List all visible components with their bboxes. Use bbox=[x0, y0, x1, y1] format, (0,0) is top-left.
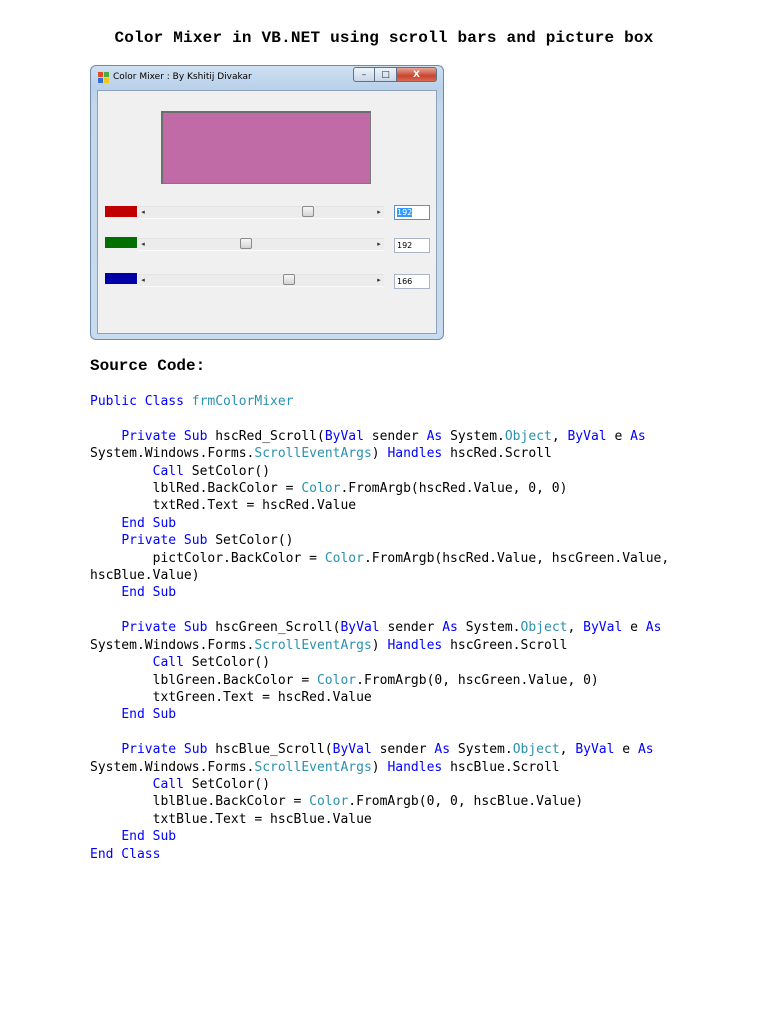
green-label-swatch bbox=[105, 237, 137, 248]
code-token: .FromArgb(hscRed.Value, 0, 0) bbox=[340, 481, 568, 497]
window-title: Color Mixer : By Kshitij Divakar bbox=[113, 72, 252, 82]
red-value-text: 192 bbox=[397, 208, 413, 217]
code-token: Object bbox=[512, 742, 560, 758]
code-token: Color bbox=[324, 550, 364, 566]
code-token: Private Sub bbox=[121, 428, 216, 444]
blue-value-textbox[interactable] bbox=[394, 274, 430, 289]
blue-label-swatch bbox=[105, 273, 137, 284]
code-token: As bbox=[630, 428, 646, 444]
code-token: ByVal bbox=[583, 620, 631, 636]
code-token: ScrollEventArgs bbox=[254, 759, 372, 775]
scroll-left-arrow-icon[interactable]: ◂ bbox=[141, 239, 145, 248]
code-token: e bbox=[630, 620, 646, 636]
code-token: .FromArgb(0, 0, hscBlue.Value) bbox=[348, 794, 584, 810]
code-token: ScrollEventArgs bbox=[254, 446, 372, 462]
code-token: Handles bbox=[387, 759, 451, 775]
code-token bbox=[90, 533, 121, 548]
code-token: ByVal bbox=[332, 742, 380, 758]
code-token: System.Windows.Forms. bbox=[90, 759, 255, 775]
code-token: Color bbox=[309, 794, 349, 810]
code-token: End Sub bbox=[121, 829, 177, 845]
red-scroll-thumb[interactable] bbox=[302, 206, 314, 217]
code-token: Color bbox=[316, 672, 357, 688]
scroll-right-arrow-icon[interactable]: ▸ bbox=[377, 207, 381, 216]
source-code-heading: Source Code: bbox=[90, 357, 206, 375]
code-token: txtGreen.Text = hscRed.Value bbox=[90, 689, 372, 705]
code-token: System. bbox=[457, 742, 513, 758]
blue-scroll-thumb[interactable] bbox=[283, 274, 295, 285]
code-token: ByVal bbox=[575, 742, 623, 758]
app-icon bbox=[98, 72, 110, 83]
code-token: .FromArgb(0, hscGreen.Value, 0) bbox=[356, 672, 599, 688]
code-token bbox=[90, 464, 153, 479]
close-icon: X bbox=[413, 69, 420, 80]
minimize-button[interactable] bbox=[353, 67, 375, 82]
scroll-left-arrow-icon[interactable]: ◂ bbox=[141, 207, 145, 216]
code-token bbox=[90, 707, 121, 722]
green-value-text: 192 bbox=[397, 241, 413, 250]
code-token: Call bbox=[152, 776, 192, 792]
code-token: As bbox=[637, 742, 654, 758]
page-title: Color Mixer in VB.NET using scroll bars and picture box bbox=[114, 29, 654, 47]
code-token bbox=[90, 620, 121, 635]
maximize-button[interactable] bbox=[375, 67, 397, 82]
source-code-block bbox=[90, 393, 760, 863]
scroll-left-arrow-icon[interactable]: ◂ bbox=[141, 275, 145, 284]
code-token: End Class bbox=[90, 846, 161, 862]
code-token: , bbox=[559, 742, 576, 758]
code-token: End Sub bbox=[121, 515, 177, 531]
green-scrollbar[interactable] bbox=[138, 238, 384, 251]
code-token: frmColorMixer bbox=[191, 394, 294, 409]
code-token: Public Class bbox=[90, 394, 192, 409]
code-token: sender bbox=[387, 620, 443, 636]
code-token: End Sub bbox=[121, 707, 177, 723]
code-token: ByVal bbox=[340, 620, 388, 636]
minimize-icon: – bbox=[361, 69, 367, 80]
code-token: System. bbox=[450, 428, 505, 444]
code-token: hscGreen_Scroll( bbox=[215, 620, 341, 636]
code-token: txtRed.Text = hscRed.Value bbox=[90, 498, 357, 514]
code-token: ) bbox=[371, 446, 388, 462]
green-value-textbox[interactable] bbox=[394, 238, 430, 253]
code-token: SetColor() bbox=[215, 533, 294, 549]
code-token: Object bbox=[504, 428, 552, 444]
code-token bbox=[90, 585, 121, 600]
code-token: , bbox=[567, 620, 584, 636]
code-token: Handles bbox=[387, 637, 451, 653]
picture-box-color bbox=[161, 111, 371, 184]
code-token: , bbox=[551, 428, 568, 444]
red-scrollbar[interactable] bbox=[138, 206, 384, 219]
code-token: e bbox=[614, 428, 631, 444]
code-token: txtBlue.Text = hscBlue.Value bbox=[90, 811, 372, 827]
scroll-right-arrow-icon[interactable]: ▸ bbox=[377, 239, 381, 248]
red-value-textbox[interactable] bbox=[394, 205, 430, 220]
code-token: Color bbox=[301, 481, 341, 497]
code-token: ByVal bbox=[567, 428, 615, 444]
code-token bbox=[90, 742, 121, 757]
code-token: SetColor() bbox=[191, 463, 271, 479]
code-token: As bbox=[426, 428, 451, 444]
code-token: ) bbox=[371, 759, 388, 775]
code-token: Call bbox=[152, 655, 192, 671]
code-token: hscRed_Scroll( bbox=[215, 428, 325, 444]
code-token: Private Sub bbox=[121, 742, 216, 758]
code-token: Handles bbox=[387, 446, 451, 462]
code-token bbox=[90, 777, 153, 792]
code-token: SetColor() bbox=[191, 776, 271, 792]
close-button[interactable] bbox=[397, 67, 437, 82]
code-token: As bbox=[645, 620, 662, 636]
code-token: hscBlue.Value) bbox=[90, 568, 200, 584]
code-token: e bbox=[622, 742, 638, 758]
code-token: System.Windows.Forms. bbox=[90, 446, 255, 462]
code-token: hscRed.Scroll bbox=[450, 446, 552, 462]
code-token bbox=[90, 655, 153, 670]
code-token: sender bbox=[379, 742, 435, 758]
color-mixer-window bbox=[90, 65, 444, 340]
code-token: ByVal bbox=[324, 428, 372, 444]
red-label-swatch bbox=[105, 206, 137, 217]
code-token: SetColor() bbox=[191, 655, 271, 671]
window-controls bbox=[353, 67, 437, 82]
scroll-right-arrow-icon[interactable]: ▸ bbox=[377, 275, 381, 284]
code-token: Private Sub bbox=[121, 620, 216, 636]
code-token: ScrollEventArgs bbox=[254, 637, 372, 653]
code-token: sender bbox=[371, 428, 427, 444]
code-token: System. bbox=[465, 620, 521, 636]
maximize-icon: □ bbox=[381, 69, 390, 80]
blue-value-text: 166 bbox=[397, 277, 413, 286]
code-token: hscBlue.Scroll bbox=[450, 759, 560, 775]
code-token bbox=[90, 429, 121, 444]
code-token: hscBlue_Scroll( bbox=[215, 742, 333, 758]
code-token: lblBlue.BackColor = bbox=[90, 794, 310, 810]
code-token: hscGreen.Scroll bbox=[450, 637, 568, 653]
code-token: As bbox=[434, 742, 458, 758]
code-token bbox=[90, 516, 121, 531]
code-token: Object bbox=[520, 620, 568, 636]
code-token bbox=[90, 829, 121, 844]
code-token: Private Sub bbox=[121, 533, 216, 549]
code-token: End Sub bbox=[121, 585, 177, 601]
code-token: As bbox=[442, 620, 466, 636]
code-token: pictColor.BackColor = bbox=[90, 550, 325, 566]
code-token: lblGreen.BackColor = bbox=[90, 672, 317, 688]
code-token: lblRed.BackColor = bbox=[90, 481, 302, 497]
green-scroll-thumb[interactable] bbox=[240, 238, 252, 249]
blue-scrollbar[interactable] bbox=[138, 274, 384, 287]
code-token: .FromArgb(hscRed.Value, hscGreen.Value, bbox=[363, 550, 670, 566]
code-token: ) bbox=[371, 637, 388, 653]
code-token: System.Windows.Forms. bbox=[90, 637, 255, 653]
form-client-area bbox=[97, 90, 437, 334]
code-token: Call bbox=[152, 463, 192, 479]
